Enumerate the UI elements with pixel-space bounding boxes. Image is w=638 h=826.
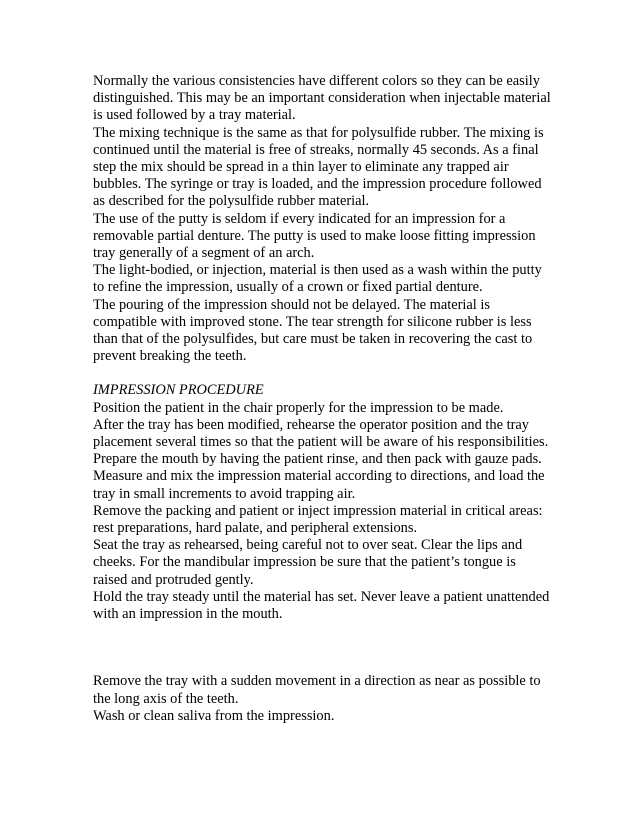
paragraph-consistencies: Normally the various consistencies have different colors so they can be easily distinguished. This may be an important consideration when injectable material is used followed by a tray material. [93, 73, 551, 124]
step-remove-packing: Remove the packing and patient or inject impression material in critical areas: rest preparations, hard palate, and peripheral extensions. [93, 502, 543, 537]
paragraph-light-bodied: The light-bodied, or injection, material is then used as a wash within the putty to refine the impression, usually of a crown or fixed partial denture. [93, 262, 542, 296]
section-consistencies [93, 73, 553, 365]
step-remove-tray: Remove the tray with a sudden movement in a direction as near as possible to the long axis of the teeth. [93, 673, 541, 707]
spacer [93, 365, 553, 382]
section-heading: IMPRESSION PROCEDURE [93, 382, 264, 399]
step-position-patient: Position the patient in the chair properly for the impression to be made. [93, 399, 504, 416]
step-measure-mix: Measure and mix the impression material according to directions, and load the tray in small increments to avoid trapping air. [93, 468, 545, 502]
section-impression-procedure [93, 382, 553, 623]
spacer [93, 623, 553, 673]
section-removal [93, 673, 553, 725]
step-hold-tray: Hold the tray steady until the material has set. Never leave a patient unattended with an impression in the mouth. [93, 588, 550, 623]
step-wash-impression: Wash or clean saliva from the impression. [93, 707, 335, 724]
paragraph-mixing-technique: The mixing technique is the same as that for polysulfide rubber. The mixing is continued until the material is free of streaks, normally 45 seconds. As a final step the mix should be spread in a thin layer to eliminate any trapped air bubbles. The syringe or tray is loaded, and the impression procedure followed as described for the polysulfide rubber material. [93, 124, 544, 210]
paragraph-putty-use: The use of the putty is seldom if every indicated for an impression for a removable partial denture. The putty is used to make loose fitting impression tray generally of a segment of an arch. [93, 210, 536, 262]
step-rehearse: After the tray has been modified, rehearse the operator position and the tray placement several times so that the patient will be aware of his responsibilities. [93, 416, 549, 451]
step-prepare-mouth: Prepare the mouth by having the patient rinse, and then pack with gauze pads. [93, 451, 542, 468]
step-seat-tray: Seat the tray as rehearsed, being careful not to over seat. Clear the lips and cheeks. For the mandibular impression be sure that the patient’s tongue is raised and protruded gently. [93, 537, 523, 588]
paragraph-pouring: The pouring of the impression should not be delayed. The material is compatible with improved stone. The tear strength for silicone rubber is less than that of the polysulfides, but care must be taken in recovering the cast to prevent breaking the teeth. [93, 296, 533, 365]
document-page [93, 73, 553, 725]
